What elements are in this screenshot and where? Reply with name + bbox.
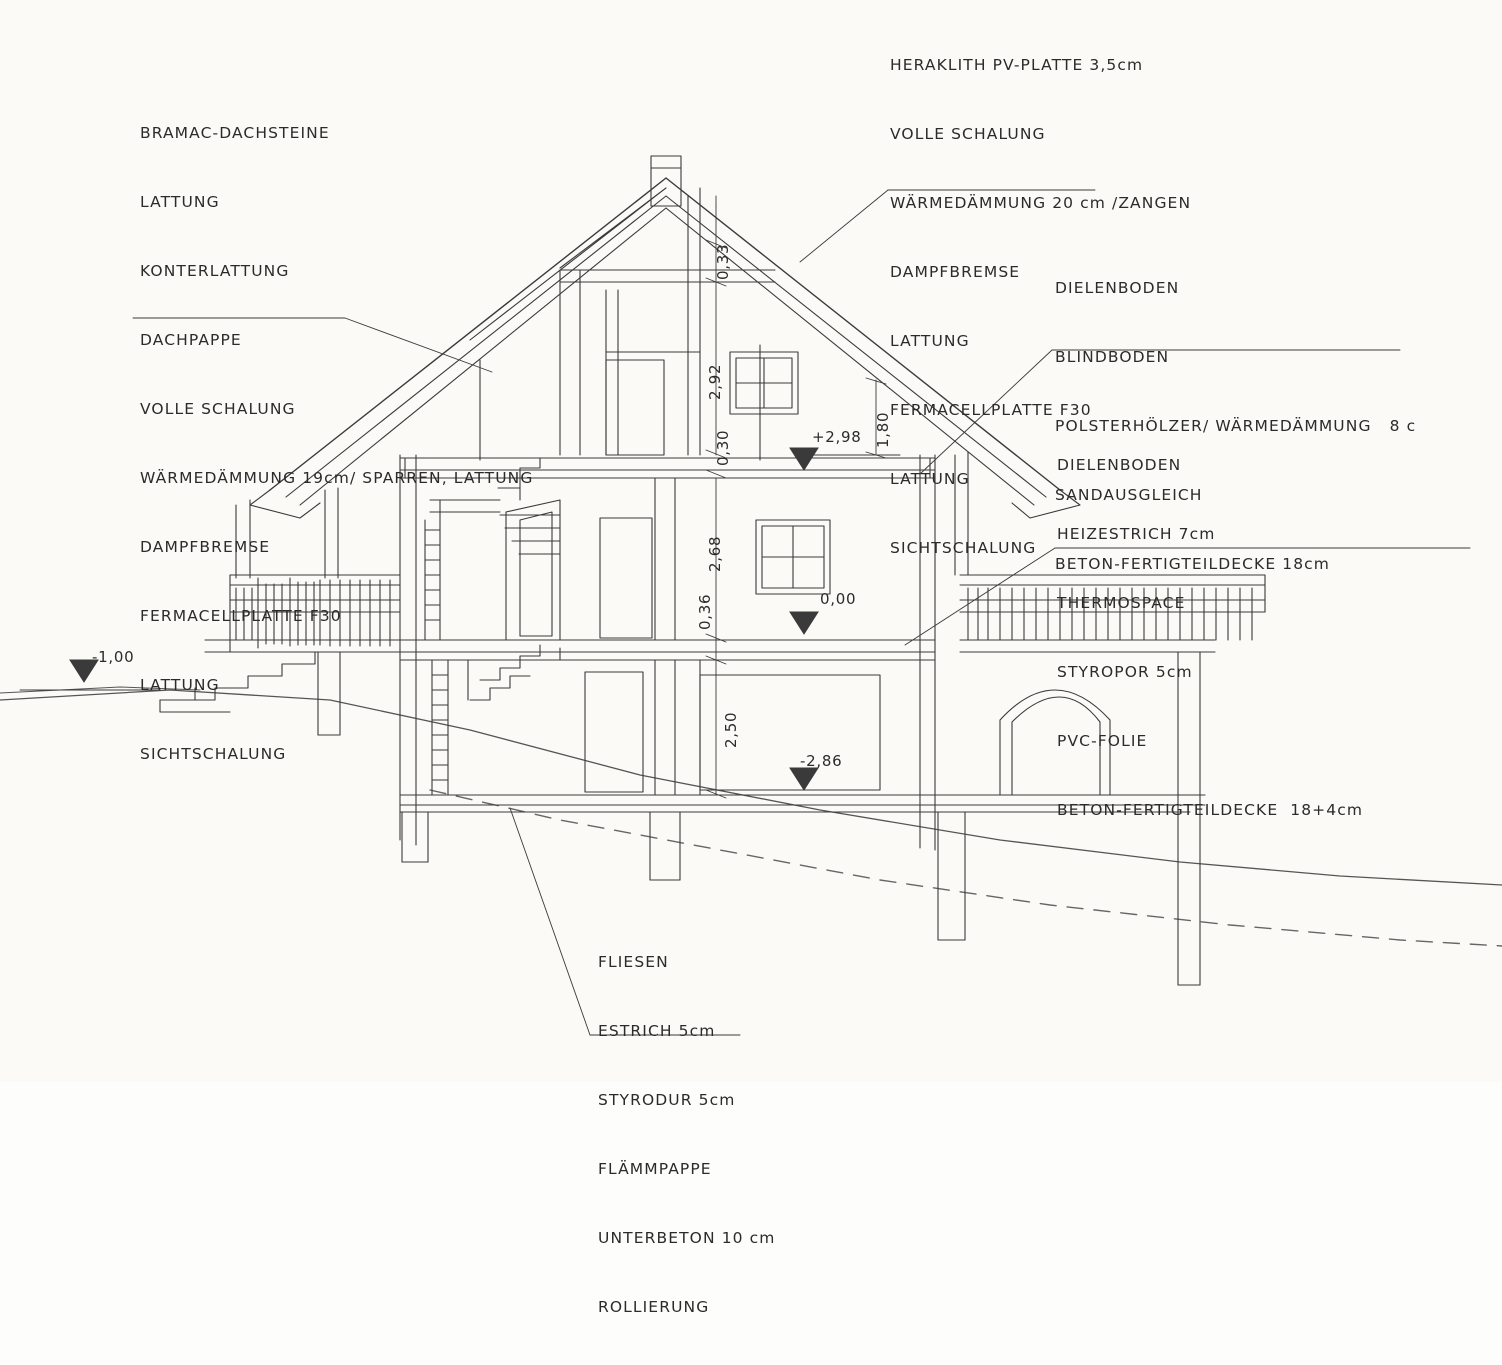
roof-left-line-9: LATTUNG (140, 676, 220, 694)
roof-left-line-1: BRAMAC-DACHSTEINE (140, 124, 330, 142)
floor-ground-line-6: BETON-FERTIGTEILDECKE 18+4cm (1057, 801, 1364, 819)
roof-left-line-2: LATTUNG (140, 193, 220, 211)
annotation-floor-basement (598, 905, 775, 1365)
ceiling-top-line-2: VOLLE SCHALUNG (890, 125, 1046, 143)
floor-ground-line-4: STYROPOR 5cm (1057, 663, 1193, 681)
dimension-0-36: 0,36 (696, 593, 714, 630)
floor-basement-line-2: ESTRICH 5cm (598, 1022, 716, 1040)
ceiling-top-line-1: HERAKLITH PV-PLATTE 3,5cm (890, 56, 1144, 74)
ceiling-top-line-4: DAMPFBREMSE (890, 263, 1021, 281)
roof-left-line-4: DACHPAPPE (140, 331, 242, 349)
floor-basement-line-6: ROLLIERUNG (598, 1298, 710, 1316)
floor-ground-line-5: PVC-FOLIE (1057, 732, 1148, 750)
roof-left-line-3: KONTERLATTUNG (140, 262, 290, 280)
dimension-2-50: 2,50 (722, 711, 740, 748)
level-minus-1-00: -1,00 (92, 648, 135, 666)
roof-left-line-6: WÄRMEDÄMMUNG 19cm/ SPARREN, LATTUNG (140, 469, 534, 487)
dimension-2-68: 2,68 (706, 535, 724, 572)
annotation-floor-ground (1057, 408, 1363, 868)
ceiling-top-line-3: WÄRMEDÄMMUNG 20 cm /ZANGEN (890, 194, 1192, 212)
level-0-00: 0,00 (820, 590, 857, 608)
ceiling-top-line-8: SICHTSCHALUNG (890, 539, 1037, 557)
floor-upper-line-5: BETON-FERTIGTEILDECKE 18cm (1055, 555, 1330, 573)
floor-ground-line-3: THERMOSPACE (1057, 594, 1186, 612)
floor-upper-line-3: POLSTERHÖLZER/ WÄRMEDÄMMUNG 8 c (1055, 417, 1417, 435)
ceiling-top-line-5: LATTUNG (890, 332, 970, 350)
dimension-2-92: 2,92 (706, 363, 724, 400)
roof-left-line-7: DAMPFBREMSE (140, 538, 271, 556)
annotation-roof-left (140, 76, 534, 812)
dimension-0-30: 0,30 (714, 429, 732, 466)
ceiling-top-line-6: FERMACELLPLATTE F30 (890, 401, 1092, 419)
floor-upper-line-2: BLINDBODEN (1055, 348, 1170, 366)
floor-basement-line-4: FLÄMMPAPPE (598, 1160, 712, 1178)
floor-basement-line-1: FLIESEN (598, 953, 669, 971)
roof-left-line-5: VOLLE SCHALUNG (140, 400, 296, 418)
roof-left-line-8: FERMACELLPLATTE F30 (140, 607, 342, 625)
floor-ground-line-1: DIELENBODEN (1057, 456, 1182, 474)
level-plus-2-98: +2,98 (812, 428, 862, 446)
level-minus-2-86: -2,86 (800, 752, 843, 770)
floor-basement-line-3: STYRODUR 5cm (598, 1091, 736, 1109)
floor-ground-line-2: HEIZESTRICH 7cm (1057, 525, 1216, 543)
floor-upper-line-4: SANDAUSGLEICH (1055, 486, 1203, 504)
ceiling-top-line-7: LATTUNG (890, 470, 970, 488)
dimension-0-33: 0,33 (714, 243, 732, 280)
dimension-1-80: 1,80 (874, 411, 892, 448)
floor-basement-line-5: UNTERBETON 10 cm (598, 1229, 776, 1247)
roof-left-line-10: SICHTSCHALUNG (140, 745, 287, 763)
floor-upper-line-1: DIELENBODEN (1055, 279, 1180, 297)
